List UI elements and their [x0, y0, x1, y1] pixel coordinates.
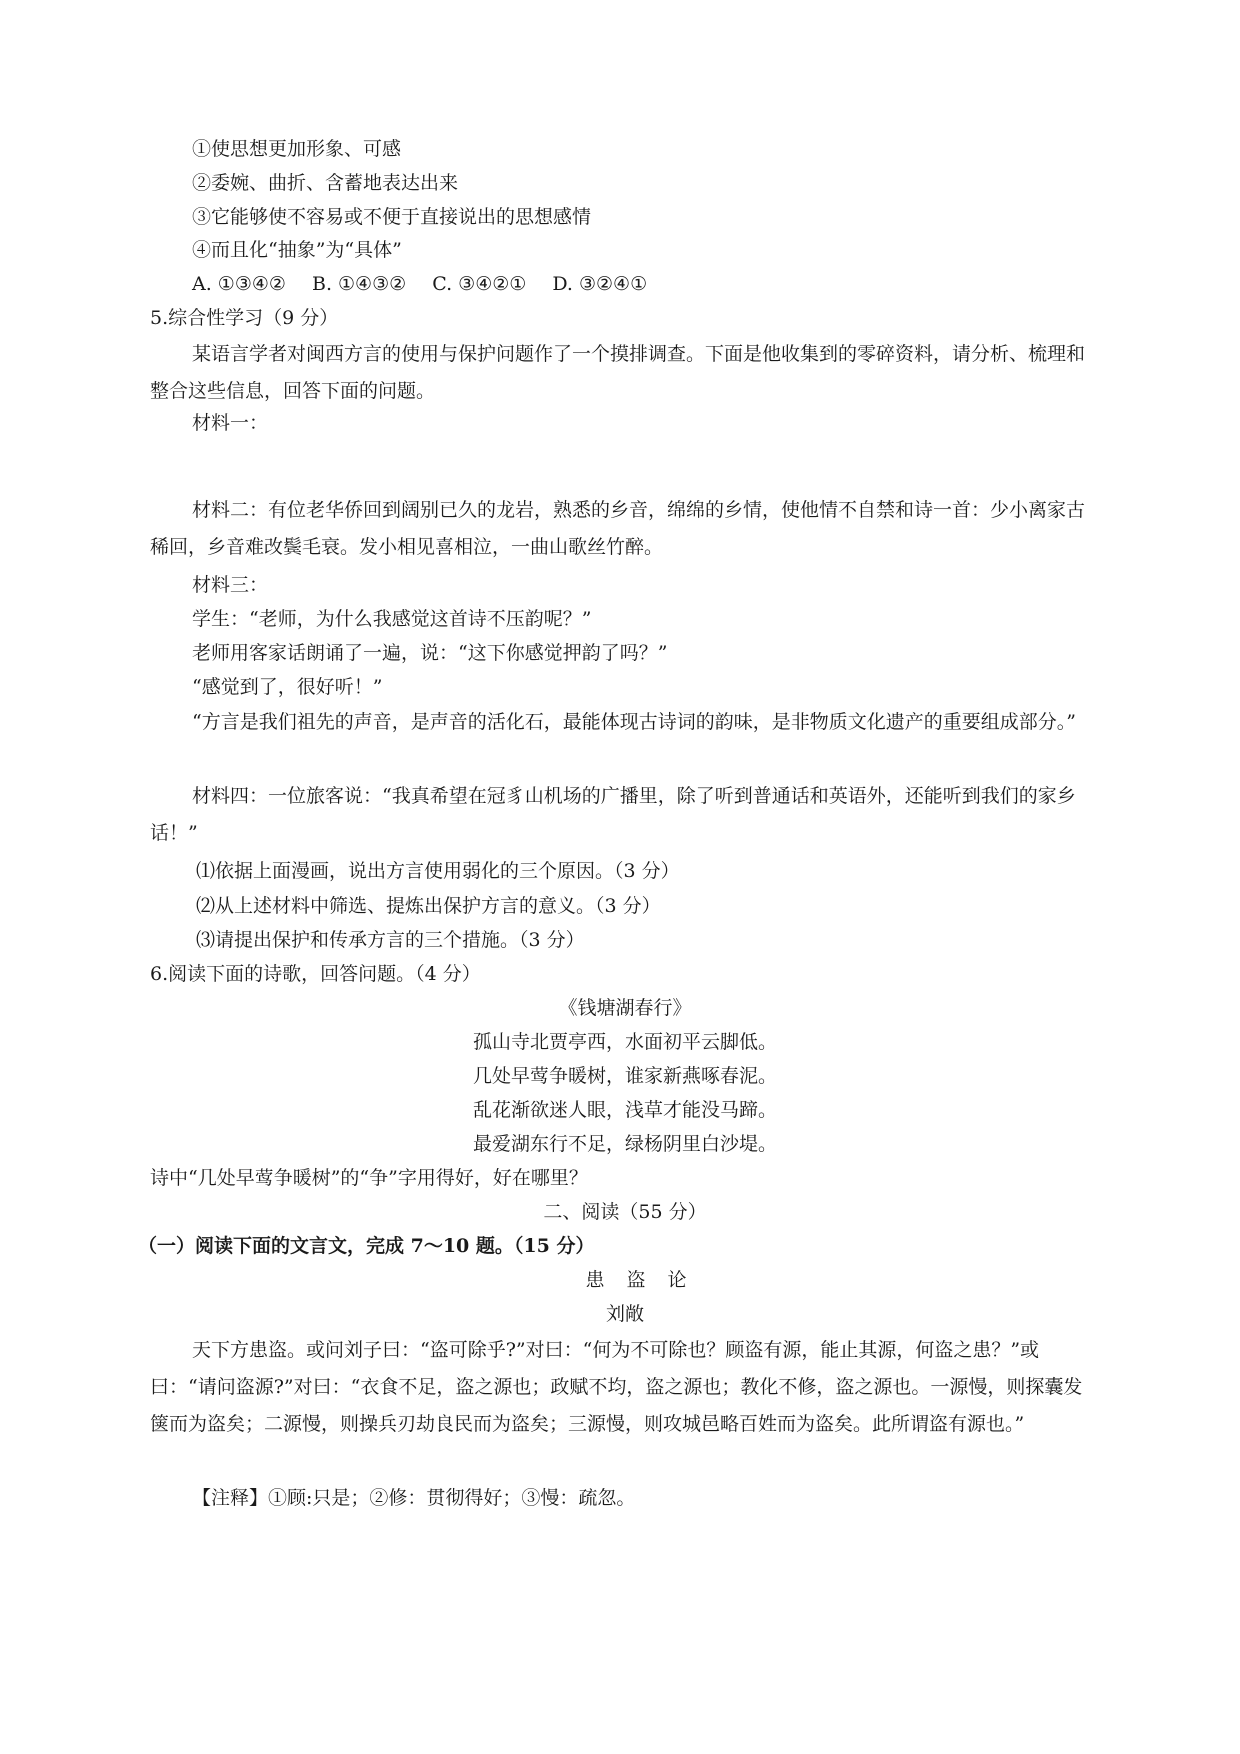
material-2: 材料二：有位老华侨回到阔别已久的龙岩，熟悉的乡音，绵绵的乡情，使他情不自禁和诗一首：少小离家古稀回，乡音难改鬓毛衰。发小相见喜相泣，一曲山歌丝竹醉。 — [150, 499, 1086, 558]
material-1-label: 材料一： — [192, 412, 269, 434]
material-3-label: 材料三： — [192, 574, 269, 596]
article-note: 【注释】①顾:只是；②修：贯彻得好；③慢：疏忽。 — [192, 1487, 636, 1509]
question-5-intro: 某语言学者对闽西方言的使用与保护问题作了一个摸排调查。下面是他收集到的零碎资料，请分析、梳理和整合这些信息，回答下面的问题。 — [150, 343, 1086, 402]
answer-options — [192, 271, 1100, 301]
poem-title: 《钱塘湖春行》 — [558, 997, 692, 1019]
sub-question-2: ⑵从上述材料中筛选、提炼出保护方言的意义。（3 分） — [196, 895, 661, 917]
sub-question-1: ⑴依据上面漫画，说出方言使用弱化的三个原因。（3 分） — [196, 860, 680, 882]
dialogue-4: “方言是我们祖先的声音，是声音的活化石，最能体现古诗词的韵味，是非物质文化遗产的重要组成部分。” — [192, 711, 1076, 733]
article-author: 刘敞 — [605, 1303, 644, 1325]
material-4: 材料四：一位旅客说：“我真希望在冠豸山机场的广播里，除了听到普通话和英语外，还能听到我们的家乡话！” — [150, 785, 1076, 844]
sentence-2: ②委婉、曲折、含蓄地表达出来 — [192, 172, 459, 194]
sentence-4: ④而且化“抽象”为“具体” — [192, 239, 402, 261]
article-body: 天下方患盗。或问刘子曰：“盗可除乎?”对曰：“何为不可除也？顾盗有源，能止其源，何盗之患？”或曰：“请问盗源?”对曰：“衣食不足，盗之源也；政赋不均，盗之源也；教化不修，盗之源也。一源慢，则探囊发箧而为盗矣；二源慢，则操兵刃劫良民而为盗矣；三源慢，则攻城邑略百姓而为盗矣。此所谓盗有源也。” — [150, 1339, 1083, 1435]
part-1-heading: （一）阅读下面的文言文，完成 7～10 题。（15 分） — [138, 1235, 595, 1257]
article-title: 患盗论 — [585, 1269, 709, 1291]
section-2-title: 二、阅读（55 分） — [543, 1201, 707, 1223]
question-5-title: 5.综合性学习（9 分） — [150, 307, 339, 329]
option-a: A. ①③④② — [192, 273, 286, 295]
sentence-1: ①使思想更加形象、可感 — [192, 138, 402, 160]
dialogue-3: “感觉到了，很好听！” — [192, 676, 383, 698]
dialogue-1: 学生：“老师，为什么我感觉这首诗不压韵呢？” — [192, 608, 592, 630]
poem-line-3: 乱花渐欲迷人眼，浅草才能没马蹄。 — [472, 1099, 777, 1121]
dialogue-2: 老师用客家话朗诵了一遍，说：“这下你感觉押韵了吗？” — [192, 642, 668, 664]
question-6-title: 6.阅读下面的诗歌，回答问题。（4 分） — [150, 963, 481, 985]
option-c: C. ③④②① — [432, 273, 527, 295]
question-6-prompt: 诗中“几处早莺争暖树”的“争”字用得好，好在哪里？ — [150, 1167, 588, 1189]
poem-line-4: 最爱湖东行不足，绿杨阴里白沙堤。 — [472, 1133, 777, 1155]
option-b: B. ①④③② — [311, 273, 407, 295]
poem-line-2: 几处早莺争暖树，谁家新燕啄春泥。 — [472, 1065, 777, 1087]
sentence-3: ③它能够使不容易或不便于直接说出的思想感情 — [192, 206, 592, 228]
option-d: D. ③②④① — [552, 273, 648, 295]
sub-question-3: ⑶请提出保护和传承方言的三个措施。（3 分） — [196, 929, 585, 951]
poem-line-1: 孤山寺北贾亭西，水面初平云脚低。 — [472, 1031, 777, 1053]
